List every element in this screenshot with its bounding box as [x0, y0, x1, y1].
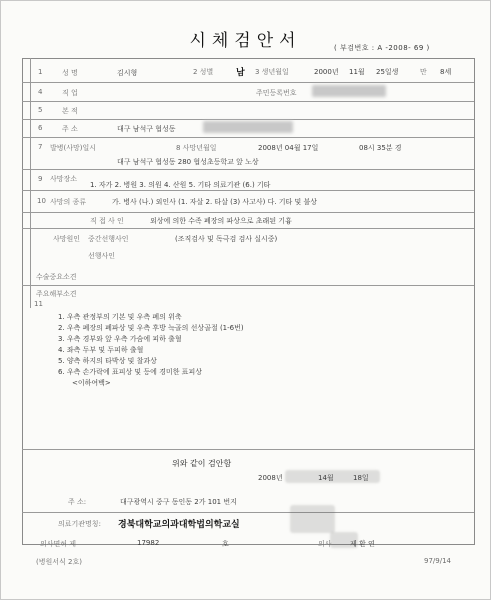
row-rule [22, 82, 474, 83]
row-rule [22, 190, 474, 191]
examined-statement: 위와 같이 검안함 [172, 459, 232, 468]
row-rule [22, 512, 474, 513]
row-rule [22, 137, 474, 138]
list-item: <이하여백> [72, 379, 111, 387]
domicile-label: 본 적 [62, 107, 78, 115]
institution-address-label: 주 소: [68, 498, 87, 506]
form-code: (병원서식 2호) [36, 558, 82, 566]
row-number: 10 [37, 197, 46, 205]
row-number: 11 [34, 300, 43, 308]
row-number: 5 [38, 106, 43, 114]
list-item: 6. 우측 손가락에 표피상 및 등에 경미한 표피상 [58, 368, 202, 376]
list-item: 5. 양측 하지의 타박상 및 찰과상 [58, 357, 157, 365]
row-rule [22, 119, 474, 120]
death-place-address: 대구 남석구 협성동 280 협성초등학교 앞 노상 [117, 158, 259, 166]
exam-year: 2008년 [258, 474, 283, 482]
institution-name-label: 의료기관명칭: [58, 520, 101, 528]
resident-number-label: 주민등록번호 [256, 89, 297, 97]
row-number: 9 [38, 175, 43, 183]
list-item: 4. 좌측 두부 및 두피하 출혈 [58, 346, 144, 354]
row-number: 4 [38, 88, 43, 96]
address-value: 대구 남석구 협성동 [117, 125, 176, 133]
death-type-options: 가. 병사 (나.) 외인사 (1. 자살 2. 타살 (3) 사고사) 다. 기타 및 불상 [112, 198, 318, 206]
row-rule [22, 101, 474, 102]
direct-cause-label: 직 접 사 인 [90, 217, 124, 225]
autopsy-number: ( 부검번호 : A -2008- 69 ) [334, 44, 430, 52]
underlying-cause-label: 선행사인 [88, 252, 116, 260]
birth-label: 3 생년월일 [255, 68, 289, 76]
list-item: 3. 우측 경부와 앞 우측 가슴에 피하 출혈 [58, 335, 182, 343]
name-value: 김시형 [117, 69, 138, 77]
row-rule [22, 212, 474, 213]
age-label: 만 [420, 68, 427, 76]
occupation-label: 직 업 [62, 89, 78, 97]
row-number: 7 [38, 143, 43, 151]
row-number: 6 [38, 124, 43, 132]
license-number: 17982 [137, 539, 160, 547]
institution-address: 대구광역시 중구 동인동 2가 101 번지 [120, 498, 237, 506]
column-divider [30, 58, 31, 308]
cause-of-death-label: 사망원인 [53, 235, 81, 243]
date-code: 97/9/14 [424, 557, 451, 565]
birth-month: 11월 [349, 68, 365, 76]
address-label: 주 소 [62, 125, 78, 133]
list-item: 1. 우측 관정부의 기본 및 우측 폐의 위축 [58, 313, 182, 321]
exam-month: 14월 [318, 474, 334, 482]
redacted-address [203, 121, 293, 133]
direct-cause-value: 외상에 의한 수족 폐장의 파상으로 초래된 기흉 [150, 217, 292, 225]
row-rule [22, 449, 474, 450]
doctor-seal: 제 환 연 [350, 540, 375, 548]
death-place-label: 사망장소 [50, 175, 78, 183]
birth-year: 2000년 [314, 68, 339, 76]
redacted-resident-number [312, 85, 386, 97]
death-place-options: 1. 자가 2. 병원 3. 의원 4. 산원 5. 기타 의료기관 (6.) 기타 [90, 181, 271, 189]
autopsy-findings-label: 주요해부소견 [36, 290, 77, 298]
row-rule [22, 169, 474, 170]
official-seal [290, 505, 335, 533]
name-label: 성 명 [62, 69, 78, 77]
license-unit: 호 [222, 540, 229, 548]
doctor-label: 의사 [318, 540, 332, 548]
institution-name: 경북대학교의과대학법의학교실 [118, 520, 240, 530]
intermediate-cause-label: 중간선행사인 [88, 235, 129, 243]
row-number: 1 [38, 68, 43, 76]
death-date-label: 8 사망년월일 [176, 144, 217, 152]
sex-label: 2 성별 [193, 68, 214, 76]
birth-day: 25일생 [376, 68, 399, 76]
license-label: 의사면허 제 [40, 540, 77, 548]
onset-label: 발병(사망)일시 [50, 144, 97, 152]
death-date: 2008년 04월 17일 [258, 144, 319, 152]
surgical-findings-label: 수술중요소견 [36, 273, 77, 281]
document-title: 시체검안서 [189, 31, 302, 51]
age-value: 8세 [440, 68, 452, 76]
death-type-label: 사망의 종류 [50, 198, 87, 206]
row-rule [22, 228, 474, 229]
death-time: 08시 35분 경 [359, 144, 402, 152]
intermediate-cause-value: (조직검사 및 독극검 검사 실시중) [175, 235, 278, 243]
sex-value: 남 [236, 68, 245, 78]
list-item: 2. 우측 폐장의 폐파상 및 우측 후방 늑골의 선상골절 (1-6번) [58, 324, 244, 332]
exam-day: 18일 [353, 474, 369, 482]
row-rule [22, 285, 474, 286]
